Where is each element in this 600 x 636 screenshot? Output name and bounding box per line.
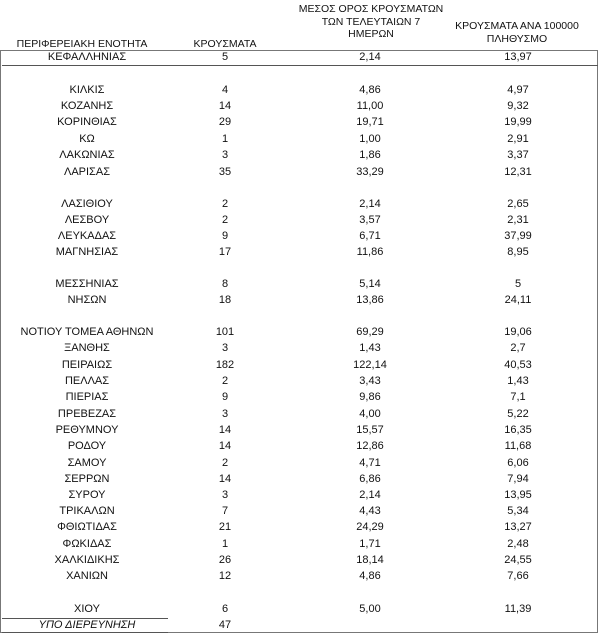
- table-row: [0, 100, 600, 113]
- cell-region: ΚΕΦΑΛΛΗΝΙΑΣ: [47, 51, 127, 63]
- table-row: [0, 166, 600, 179]
- row-rule: [2, 632, 168, 633]
- cell-region: ΝΟΤΙΟΥ ΤΟΜΕΑ ΑΘΗΝΩΝ: [20, 326, 154, 338]
- cell-cases: 18: [218, 294, 232, 306]
- cell-region: ΥΠΟ ΔΙΕΡΕΥΝΗΣΗ: [38, 619, 136, 631]
- cell-avg: 6,86: [359, 473, 381, 485]
- cell-per100k: 2,65: [507, 198, 529, 210]
- cell-region: ΠΙΕΡΙΑΣ: [65, 391, 109, 403]
- table-row: [0, 294, 600, 307]
- cell-per100k: 11,68: [504, 440, 532, 452]
- row-rule: [2, 65, 598, 66]
- cell-cases: 101: [215, 326, 235, 338]
- table-row: [0, 489, 600, 502]
- table-row: [0, 408, 600, 421]
- cell-cases: 2: [221, 214, 229, 226]
- cell-region: ΛΑΡΙΣΑΣ: [63, 166, 110, 178]
- table-row: [0, 457, 600, 470]
- cell-per100k: 5: [514, 278, 522, 290]
- cell-region: ΦΘΙΩΤΙΔΑΣ: [57, 521, 117, 533]
- table-row: [0, 375, 600, 388]
- table-row: [0, 391, 600, 404]
- cell-cases: 182: [215, 359, 235, 371]
- header-cases: ΚΡΟΥΣΜΑΤΑ: [193, 38, 257, 50]
- table-row: [0, 326, 600, 339]
- cell-per100k: 19,06: [504, 326, 532, 338]
- cell-avg: 9,86: [359, 391, 381, 403]
- cell-avg: 1,86: [359, 149, 381, 161]
- header-avg-line-1: ΜΕΣΟΣ ΟΡΟΣ ΚΡΟΥΣΜΑΤΩΝ: [298, 3, 444, 15]
- cell-per100k: 6,06: [507, 457, 529, 469]
- table-row: [0, 116, 600, 129]
- cell-region: ΛΕΣΒΟΥ: [64, 214, 110, 226]
- cell-avg: 11,86: [356, 246, 384, 258]
- cell-region: ΧΑΝΙΩΝ: [66, 570, 108, 582]
- cell-cases: 5: [221, 51, 229, 63]
- row-rule: [2, 618, 168, 619]
- table-row: [0, 278, 600, 291]
- cell-region: ΛΑΣΙΘΙΟΥ: [61, 198, 113, 210]
- cell-cases: 14: [218, 100, 232, 112]
- cell-region: ΞΑΝΘΗΣ: [64, 342, 110, 354]
- cell-avg: 2,14: [359, 489, 381, 501]
- table-row: [0, 538, 600, 551]
- cell-per100k: 16,35: [504, 424, 532, 436]
- cell-avg: 18,14: [356, 554, 384, 566]
- cell-per100k: 5,34: [507, 505, 529, 517]
- cell-cases: 2: [221, 457, 229, 469]
- cell-cases: 4: [221, 84, 229, 96]
- cell-cases: 9: [221, 391, 229, 403]
- cell-avg: 15,57: [356, 424, 384, 436]
- cell-region: ΤΡΙΚΑΛΩΝ: [59, 505, 115, 517]
- cell-per100k: 9,32: [507, 100, 529, 112]
- cell-region: ΣΕΡΡΩΝ: [64, 473, 110, 485]
- table-row: [0, 619, 600, 632]
- table-row: [0, 424, 600, 437]
- table-row: [0, 198, 600, 211]
- cell-cases: 17: [218, 246, 232, 258]
- cell-cases: 14: [218, 473, 232, 485]
- cell-region: ΚΟΡΙΝΘΙΑΣ: [57, 116, 117, 128]
- cell-cases: 6: [221, 603, 229, 615]
- header-avg-line-3: ΗΜΕΡΩΝ: [348, 28, 394, 40]
- cell-avg: 1,43: [359, 342, 381, 354]
- table-row: [0, 570, 600, 583]
- cell-region: ΚΙΛΚΙΣ: [69, 84, 105, 96]
- cell-per100k: 40,53: [504, 359, 532, 371]
- cell-cases: 8: [221, 278, 229, 290]
- cell-region: ΠΡΕΒΕΖΑΣ: [57, 408, 117, 420]
- cell-avg: 69,29: [356, 326, 384, 338]
- cell-cases: 3: [221, 408, 229, 420]
- table-row: [0, 84, 600, 97]
- cell-per100k: 13,95: [504, 489, 532, 501]
- cell-per100k: 12,31: [504, 166, 532, 178]
- cell-per100k: 7,66: [507, 570, 529, 582]
- cell-per100k: 19,99: [504, 116, 532, 128]
- cell-region: ΚΟΖΑΝΗΣ: [60, 100, 114, 112]
- cell-per100k: 7,94: [507, 473, 529, 485]
- cell-avg: 4,71: [359, 457, 381, 469]
- cell-cases: 3: [221, 342, 229, 354]
- cell-avg: 1,00: [359, 133, 381, 145]
- cell-avg: 11,00: [356, 100, 384, 112]
- cell-region: ΚΩ: [79, 133, 95, 145]
- header-region: ΠΕΡΙΦΕΡΕΙΑΚΗ ΕΝΟΤΗΤΑ: [16, 38, 148, 50]
- cell-avg: 4,43: [359, 505, 381, 517]
- cell-cases: 3: [221, 489, 229, 501]
- header-per-line-1: ΚΡΟΥΣΜΑΤΑ ΑΝΑ 100000: [455, 20, 579, 32]
- cell-cases: 14: [218, 424, 232, 436]
- cell-avg: 33,29: [356, 166, 384, 178]
- cell-avg: 5,00: [359, 603, 381, 615]
- cell-per100k: 13,27: [504, 521, 532, 533]
- cell-avg: 2,14: [359, 198, 381, 210]
- cell-per100k: 2,91: [507, 133, 529, 145]
- cell-avg: 4,86: [359, 570, 381, 582]
- cell-cases: 29: [218, 116, 232, 128]
- table-row: [0, 359, 600, 372]
- cell-avg: 24,29: [356, 521, 384, 533]
- cell-per100k: 11,39: [504, 603, 532, 615]
- cell-per100k: 2,31: [507, 214, 529, 226]
- table-row: [0, 214, 600, 227]
- table-row: [0, 342, 600, 355]
- cell-per100k: 1,43: [507, 375, 529, 387]
- cell-region: ΦΩΚΙΔΑΣ: [62, 538, 112, 550]
- cell-per100k: 37,99: [504, 230, 532, 242]
- cell-per100k: 24,55: [504, 554, 532, 566]
- cell-avg: 19,71: [356, 116, 384, 128]
- cell-cases: 1: [221, 133, 229, 145]
- cell-per100k: 3,37: [507, 149, 529, 161]
- cell-avg: 4,86: [359, 84, 381, 96]
- cell-region: ΝΗΣΩΝ: [67, 294, 107, 306]
- cell-per100k: 24,11: [504, 294, 532, 306]
- cell-region: ΛΕΥΚΑΔΑΣ: [57, 230, 117, 242]
- cell-avg: 3,57: [359, 214, 381, 226]
- table-row: [0, 133, 600, 146]
- cell-avg: 13,86: [356, 294, 384, 306]
- cell-region: ΣΑΜΟΥ: [67, 457, 107, 469]
- cell-region: ΛΑΚΩΝΙΑΣ: [59, 149, 115, 161]
- cell-region: ΜΑΓΝΗΣΙΑΣ: [55, 246, 119, 258]
- cell-region: ΧΑΛΚΙΔΙΚΗΣ: [54, 554, 120, 566]
- cell-avg: 12,86: [356, 440, 384, 452]
- cell-avg: 6,71: [359, 230, 381, 242]
- table-row: [0, 505, 600, 518]
- cell-region: ΠΕΙΡΑΙΩΣ: [61, 359, 113, 371]
- cell-cases: 2: [221, 375, 229, 387]
- cell-cases: 2: [221, 198, 229, 210]
- cell-per100k: 2,48: [507, 538, 529, 550]
- cell-cases: 1: [221, 538, 229, 550]
- table-row: [0, 246, 600, 259]
- table-row: [0, 521, 600, 534]
- cell-avg: 5,14: [359, 278, 381, 290]
- cell-cases: 3: [221, 149, 229, 161]
- table-row: [0, 51, 600, 64]
- cell-cases: 12: [218, 570, 232, 582]
- header-avg-line-2: ΤΩΝ ΤΕΛΕΥΤΑΙΩΝ 7: [321, 15, 421, 28]
- cell-cases: 35: [218, 166, 232, 178]
- header-per-line-2: ΠΛΗΘΥΣΜΟ: [486, 32, 548, 45]
- cell-region: ΠΕΛΛΑΣ: [64, 375, 110, 387]
- cell-avg: 1,71: [359, 538, 381, 550]
- cell-cases: 47: [218, 619, 232, 631]
- table-row: [0, 149, 600, 162]
- cell-cases: 7: [221, 505, 229, 517]
- cell-avg: 2,14: [359, 51, 381, 63]
- cell-cases: 14: [218, 440, 232, 452]
- cell-region: ΡΕΘΥΜΝΟΥ: [55, 424, 119, 436]
- cell-avg: 122,14: [353, 359, 387, 371]
- table-row: [0, 440, 600, 453]
- cell-cases: 26: [218, 554, 232, 566]
- cell-region: ΣΥΡΟΥ: [68, 489, 106, 501]
- cell-region: ΜΕΣΣΗΝΙΑΣ: [55, 278, 119, 290]
- cell-region: ΧΙΟΥ: [74, 603, 100, 615]
- cell-per100k: 2,7: [510, 342, 526, 354]
- cell-per100k: 5,22: [507, 408, 529, 420]
- table-row: [0, 603, 600, 616]
- cell-cases: 21: [218, 521, 232, 533]
- cell-per100k: 13,97: [504, 51, 532, 63]
- table-row: [0, 473, 600, 486]
- cell-cases: 9: [221, 230, 229, 242]
- cell-avg: 3,43: [359, 375, 381, 387]
- cell-per100k: 8,95: [507, 246, 529, 258]
- cell-per100k: 7,1: [510, 391, 526, 403]
- table-row: [0, 554, 600, 567]
- cell-region: ΡΟΔΟΥ: [67, 440, 107, 452]
- cell-avg: 4,00: [359, 408, 381, 420]
- cell-per100k: 4,97: [507, 84, 529, 96]
- table-row: [0, 230, 600, 243]
